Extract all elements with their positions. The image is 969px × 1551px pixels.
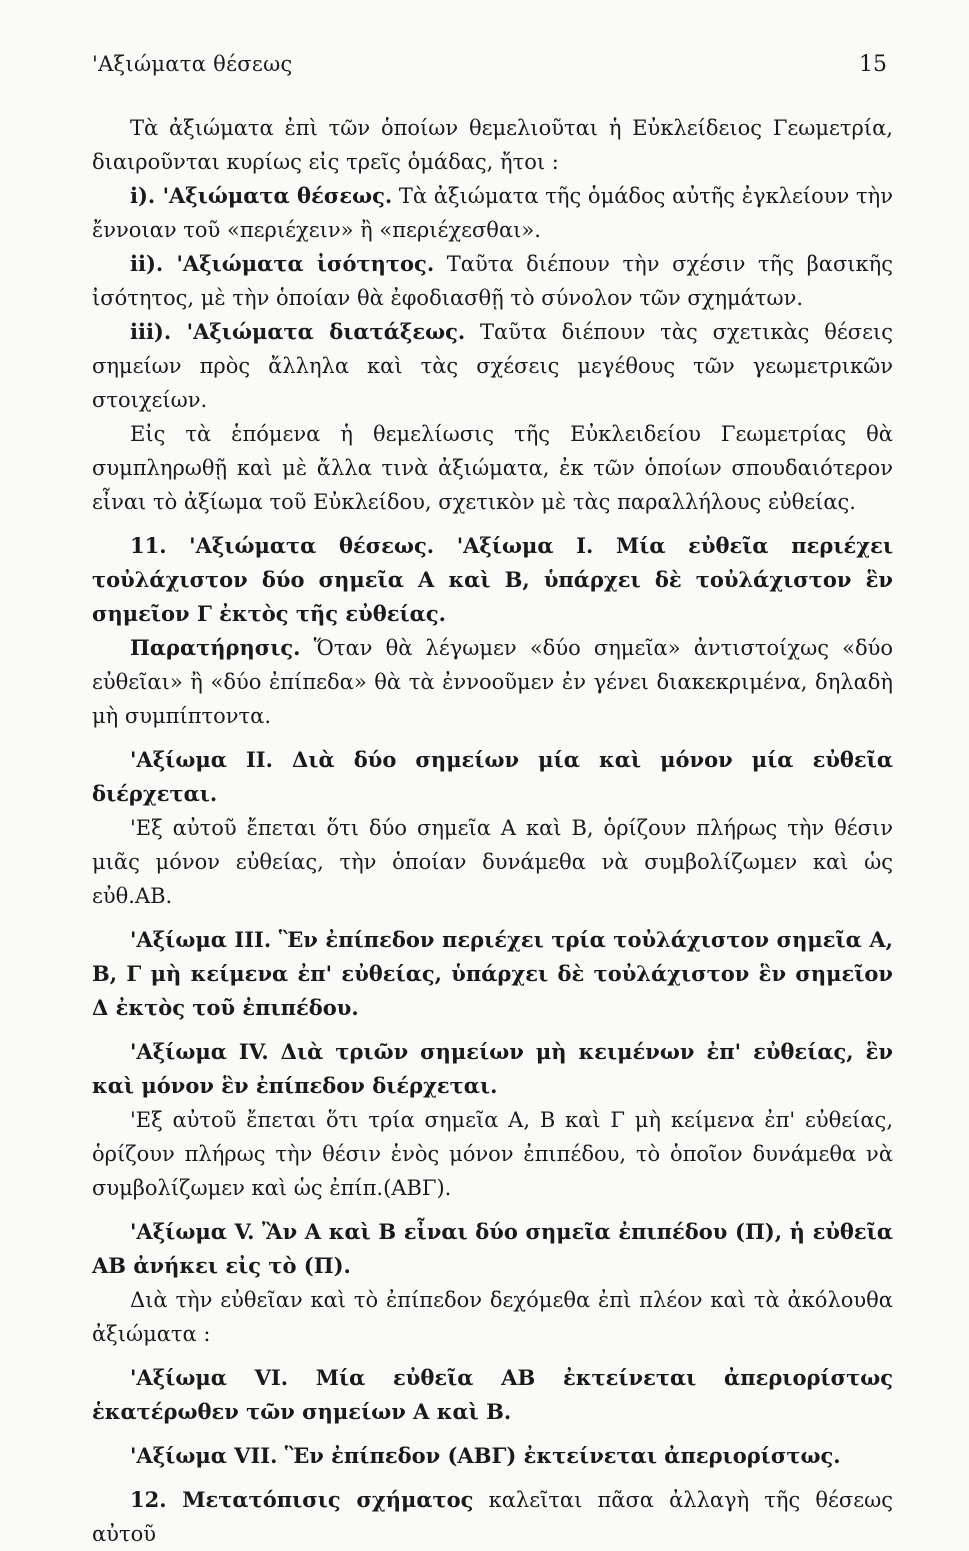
axiom-3 <box>92 923 893 1025</box>
remark-heading: Παρατήρησις. <box>130 635 301 660</box>
axiom-5-consequence: Διὰ τὴν εὐθεῖαν καὶ τὸ ἐπίπεδον δεχόμεθα ἐπὶ πλέον καὶ τὰ ἀκόλουθα ἀξιώματα : <box>92 1288 893 1346</box>
axiom-4-text: 'Αξίωμα ΙV. Διὰ τριῶν σημείων μὴ κειμένων ἐπ' εὐθείας, ἓν καὶ μόνον ἓν ἐπίπεδον διέρχεται. <box>92 1039 893 1098</box>
axiom-4-consequence: 'Εξ αὐτοῦ ἔπεται ὅτι τρία σημεῖα Α, Β καὶ Γ μὴ κείμενα ἐπ' εὐθείας, ὁρίζουν πλήρως τὴν θέσιν ἑνὸς μόνον ἐπιπέδου, τὸ ὁποῖον δυνάμεθα νὰ συμβολίζωμεν καὶ ὡς ἐπίπ.(ΑΒΓ). <box>92 1108 893 1200</box>
running-header <box>92 52 893 77</box>
paragraph-group-order <box>92 315 893 417</box>
axiom-7 <box>92 1439 893 1473</box>
section-11-axiom-1 <box>92 529 893 631</box>
group-position-heading: i). 'Αξιώματα θέσεως. <box>130 183 393 208</box>
group-position-text: Τὰ ἀξιώματα τῆς ὁμάδος αὐτῆς ἐγκλείουν τὴν ἔννοιαν τοῦ «περιέχειν» ἢ «περιέχεσθαι». <box>92 184 893 242</box>
paragraph-group-position <box>92 179 893 247</box>
section-12-heading: 12. Μετατόπισις σχήματος <box>130 1487 474 1512</box>
section-title: 'Αξιώματα θέσεως <box>92 52 293 76</box>
paragraph-euclid-note: Εἰς τὰ ἑπόμενα ἡ θεμελίωσις τῆς Εὐκλειδείου Γεωμετρίας θὰ συμπληρωθῇ καὶ μὲ ἄλλα τινὰ ἀξιώματα, ἐκ τῶν ὁποίων σπουδαιότερον εἶναι τὸ ἀξίωμα τοῦ Εὐκλείδου, σχετικὸν μὲ τὰς παραλλήλους εὐθείας. <box>92 422 893 514</box>
group-equality-text: Ταῦτα διέπουν τὴν σχέσιν τῆς βασικῆς ἰσότητος, μὲ τὴν ὁποίαν θὰ ἐφοδιασθῇ τὸ σύνολον τῶν σχημάτων. <box>92 252 893 310</box>
axiom-1-text: 11. 'Αξιώματα θέσεως. 'Αξίωμα Ι. Μία εὐθεῖα περιέχει τοὐλάχιστον δύο σημεῖα Α καὶ Β, ὑπάρχει δὲ τοὐλάχιστον ἓν σημεῖον Γ ἐκτὸς τῆς εὐθείας. <box>92 533 893 626</box>
group-order-heading: iii). 'Αξιώματα διατάξεως. <box>130 319 466 344</box>
axiom-6-text: 'Αξίωμα VI. Μία εὐθεῖα ΑΒ ἐκτείνεται ἀπεριορίστως ἑκατέρωθεν τῶν σημείων Α καὶ Β. <box>92 1365 893 1424</box>
axiom-3-text: 'Αξίωμα ΙΙΙ. Ἓν ἐπίπεδον περιέχει τρία τοὐλάχιστον σημεῖα Α, Β, Γ μὴ κείμενα ἐπ' εὐθείας, ὑπάρχει δὲ τοὐλάχιστον ἓν σημεῖον Δ ἐκτὸς τοῦ ἐπιπέδου. <box>92 927 893 1020</box>
axiom-2-consequence: 'Εξ αὐτοῦ ἔπεται ὅτι δύο σημεῖα Α καὶ Β, ὁρίζουν πλήρως τὴν θέσιν μιᾶς μόνον εὐθείας, τὴν ὁποίαν δυνάμεθα νὰ συμβολίζωμεν καὶ ὡς εὐθ.ΑΒ. <box>92 816 893 908</box>
axiom-7-text: 'Αξίωμα VII. Ἓν ἐπίπεδον (ΑΒΓ) ἐκτείνεται ἀπεριορίστως. <box>130 1443 841 1468</box>
axiom-2 <box>92 743 893 811</box>
axiom-6 <box>92 1361 893 1429</box>
group-order-text: Ταῦτα διέπουν τὰς σχετικὰς θέσεις σημείων πρὸς ἄλληλα καὶ τὰς σχέσεις μεγέθους τῶν γεωμετρικῶν στοιχείων. <box>92 320 894 412</box>
section-12-text: καλεῖται πᾶσα ἀλλαγὴ τῆς θέσεως αὐτοῦ <box>92 1488 894 1546</box>
page-body <box>92 111 893 1551</box>
section-12 <box>92 1483 893 1551</box>
axiom-4 <box>92 1035 893 1103</box>
group-equality-heading: ii). 'Αξιώματα ἰσότητος. <box>130 251 435 276</box>
axiom-5-text: 'Αξίωμα V. Ἂν Α καὶ Β εἶναι δύο σημεῖα ἐπιπέδου (Π), ἡ εὐθεῖα ΑΒ ἀνήκει εἰς τὸ (Π). <box>92 1219 893 1278</box>
paragraph-intro: Τὰ ἀξιώματα ἐπὶ τῶν ὁποίων θεμελιοῦται ἡ Εὐκλείδειος Γεωμετρία, διαιροῦνται κυρίως εἰς τρεῖς ὁμάδας, ἤτοι : <box>92 116 893 174</box>
axiom-2-text: 'Αξίωμα ΙΙ. Διὰ δύο σημείων μία καὶ μόνον μία εὐθεῖα διέρχεται. <box>92 747 893 806</box>
paragraph-group-equality <box>92 247 893 315</box>
page-number: 15 <box>859 52 887 77</box>
remark-text: Ὅταν θὰ λέγωμεν «δύο σημεῖα» ἀντιστοίχως «δύο εὐθεῖαι» ἢ «δύο ἐπίπεδα» θὰ τὰ ἐννοοῦμεν ἐν γένει διακεκριμένα, δηλαδὴ μὴ συμπίπτοντα. <box>92 636 893 728</box>
axiom-5 <box>92 1215 893 1283</box>
paragraph-remark <box>92 631 893 733</box>
